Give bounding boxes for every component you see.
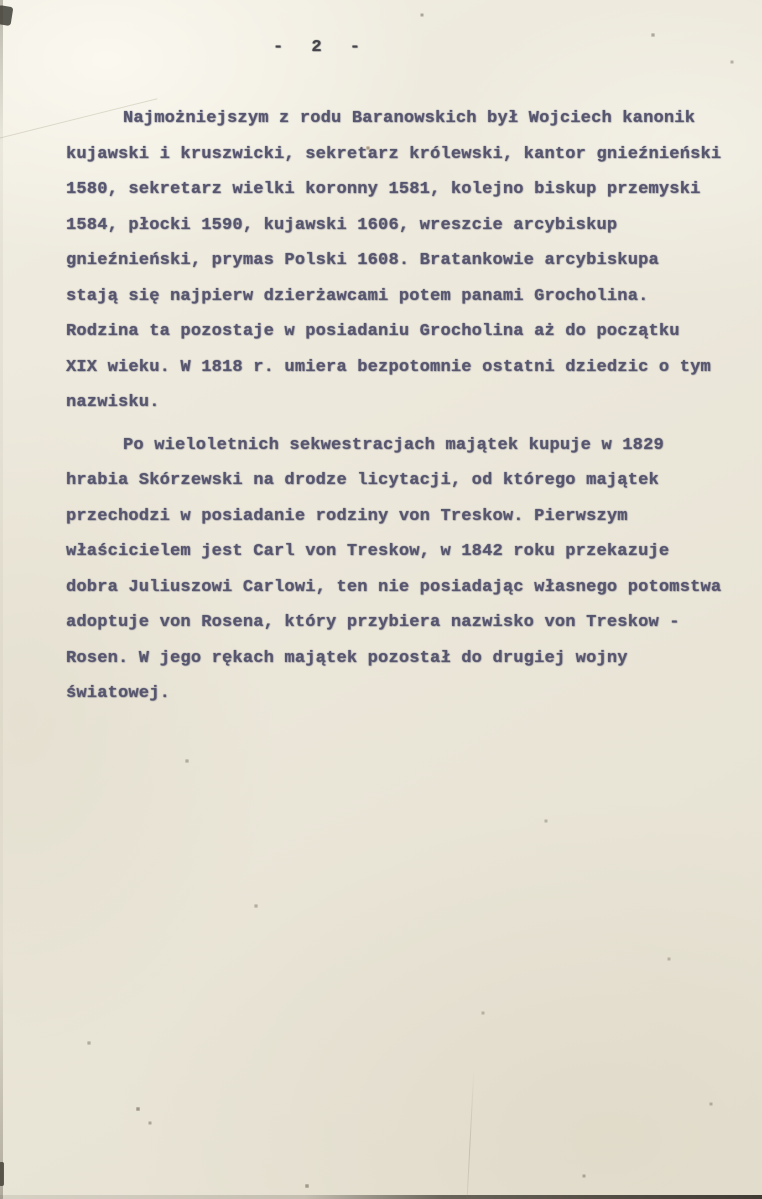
scan-edge-shadow bbox=[0, 1195, 762, 1199]
text-line: właścicielem jest Carl von Treskow, w 1842 roku przekazuje bbox=[66, 542, 670, 561]
text-line: 1584, płocki 1590, kujawski 1606, wreszcie arcybiskup bbox=[66, 215, 618, 235]
text-line: Po wieloletnich sekwestracjach majątek kupuje w 1829 bbox=[123, 435, 664, 455]
text-line: adoptuje von Rosena, który przybiera nazwisko von Treskow - bbox=[66, 613, 680, 632]
paragraph-baranowski-history bbox=[66, 101, 726, 421]
paragraph-treskow-history bbox=[66, 428, 726, 712]
text-line: światowej. bbox=[66, 684, 171, 703]
text-line: gnieźnieński, prymas Polski 1608. Bratankowie arcybiskupa bbox=[66, 251, 659, 270]
text-line: przechodzi w posiadanie rodziny von Treskow. Pierwszym bbox=[66, 506, 628, 526]
text-line: Najmożniejszym z rodu Baranowskich był Wojciech kanonik bbox=[123, 109, 696, 128]
text-line: Rosen. W jego rękach majątek pozostał do drugiej wojny bbox=[66, 648, 628, 668]
text-line: stają się najpierw dzierżawcami potem panami Grocholina. bbox=[66, 286, 649, 306]
text-line: XIX wieku. W 1818 r. umiera bezpotomnie ostatni dziedzic o tym bbox=[66, 357, 711, 377]
text-line: dobra Juliuszowi Carlowi, ten nie posiadając własnego potomstwa bbox=[66, 577, 722, 597]
text-line: hrabia Skórzewski na drodze licytacji, od którego majątek bbox=[66, 471, 659, 490]
text-line: nazwisku. bbox=[66, 393, 160, 412]
scan-edge-shadow bbox=[0, 0, 3, 1199]
document-body bbox=[66, 101, 726, 712]
text-line: 1580, sekretarz wielki koronny 1581, kolejno biskup przemyski bbox=[66, 180, 701, 199]
page-number: - 2 - bbox=[272, 38, 369, 57]
text-line: Rodzina ta pozostaje w posiadaniu Grocholina aż do początku bbox=[66, 322, 680, 341]
dust-specks bbox=[0, 0, 2, 2]
paper-crease bbox=[467, 1069, 475, 1199]
text-line: kujawski i kruszwicki, sekretarz królewski, kantor gnieźnieński bbox=[66, 144, 722, 164]
